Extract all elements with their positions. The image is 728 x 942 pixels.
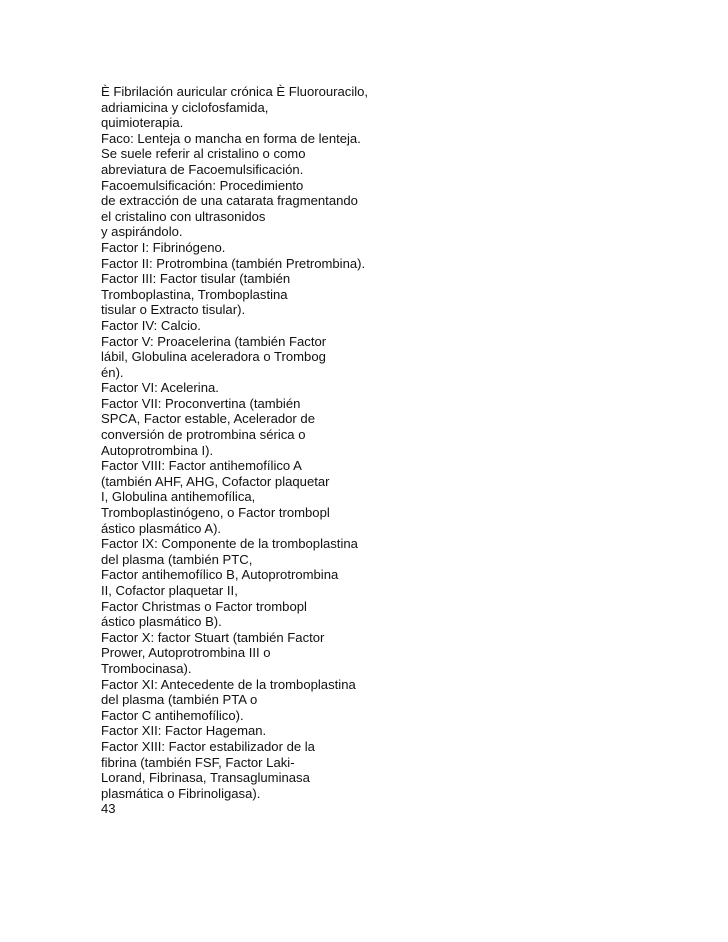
text-line: Factor Christmas o Factor trombopl <box>101 598 307 614</box>
text-line: Factor XIII: Factor estabilizador de la <box>101 738 315 754</box>
text-line: ástico plasmático B). <box>101 614 222 630</box>
text-line: Factor XII: Factor Hageman. <box>101 723 267 739</box>
text-line: Factor III: Factor tisular (también <box>101 271 291 287</box>
text-line: del plasma (también PTC, <box>101 551 253 567</box>
text-line: Facoemulsificación: Procedimiento <box>101 177 304 193</box>
text-line: el cristalino con ultrasonidos <box>101 208 266 224</box>
text-line: Tromboplastina, Tromboplastina <box>101 286 288 302</box>
page-number: 43 <box>101 801 116 817</box>
text-line: Faco: Lenteja o mancha en forma de lenteja. <box>101 130 361 146</box>
text-line: lábil, Globulina aceleradora o Trombog <box>101 349 326 365</box>
text-line: del plasma (también PTA o <box>101 692 258 708</box>
text-line: Factor I: Fibrinógeno. <box>101 239 226 255</box>
text-line: Factor C antihemofílico). <box>101 707 244 723</box>
text-line: Factor VII: Proconvertina (también <box>101 395 301 411</box>
text-line: Factor VI: Acelerina. <box>101 380 219 396</box>
text-line: Factor VIII: Factor antihemofílico A <box>101 458 302 474</box>
text-line: II, Cofactor plaquetar II, <box>101 583 238 598</box>
text-line: de extracción de una catarata fragmentando <box>101 193 358 209</box>
text-line: fibrina (también FSF, Factor Laki- <box>101 754 295 770</box>
text-line: y aspirándolo. <box>101 224 183 240</box>
document-body-text <box>101 84 701 817</box>
text-line: conversión de protrombina sérica o <box>101 427 306 443</box>
text-line: én). <box>101 364 124 380</box>
text-line: SPCA, Factor estable, Acelerador de <box>101 411 315 427</box>
text-line: Lorand, Fibrinasa, Transagluminasa <box>101 770 310 786</box>
text-line: Tromboplastinógeno, o Factor trombopl <box>101 505 330 521</box>
text-line: Prower, Autoprotrombina III o <box>101 645 271 661</box>
text-line: È Fibrilación auricular crónica È Fluorouracilo, <box>101 84 369 99</box>
text-line: Factor IX: Componente de la tromboplastina <box>101 536 358 552</box>
text-line: adriamicina y ciclofosfamida, <box>101 99 269 115</box>
text-line: Factor V: Proacelerina (también Factor <box>101 333 327 349</box>
text-line: plasmática o Fibrinoligasa). <box>101 785 261 801</box>
text-line: ástico plasmático A). <box>101 520 222 536</box>
text-line: Factor antihemofílico B, Autoprotrombina <box>101 567 339 583</box>
text-line: Factor X: factor Stuart (también Factor <box>101 629 325 645</box>
text-line: Factor XI: Antecedente de la tromboplastina <box>101 676 356 692</box>
text-line: I, Globulina antihemofílica, <box>101 489 256 505</box>
text-line: Factor II: Protrombina (también Pretrombina). <box>101 255 366 271</box>
text-line: abreviatura de Facoemulsificación. <box>101 161 304 177</box>
text-line: tisular o Extracto tisular). <box>101 302 246 318</box>
text-line: quimioterapia. <box>101 115 184 131</box>
text-line: Trombocinasa). <box>101 660 192 676</box>
text-line: Factor IV: Calcio. <box>101 317 201 333</box>
text-line: Autoprotrombina I). <box>101 442 214 458</box>
text-line: Se suele referir al cristalino o como <box>101 146 306 162</box>
text-line: (también AHF, AHG, Cofactor plaquetar <box>101 473 330 489</box>
